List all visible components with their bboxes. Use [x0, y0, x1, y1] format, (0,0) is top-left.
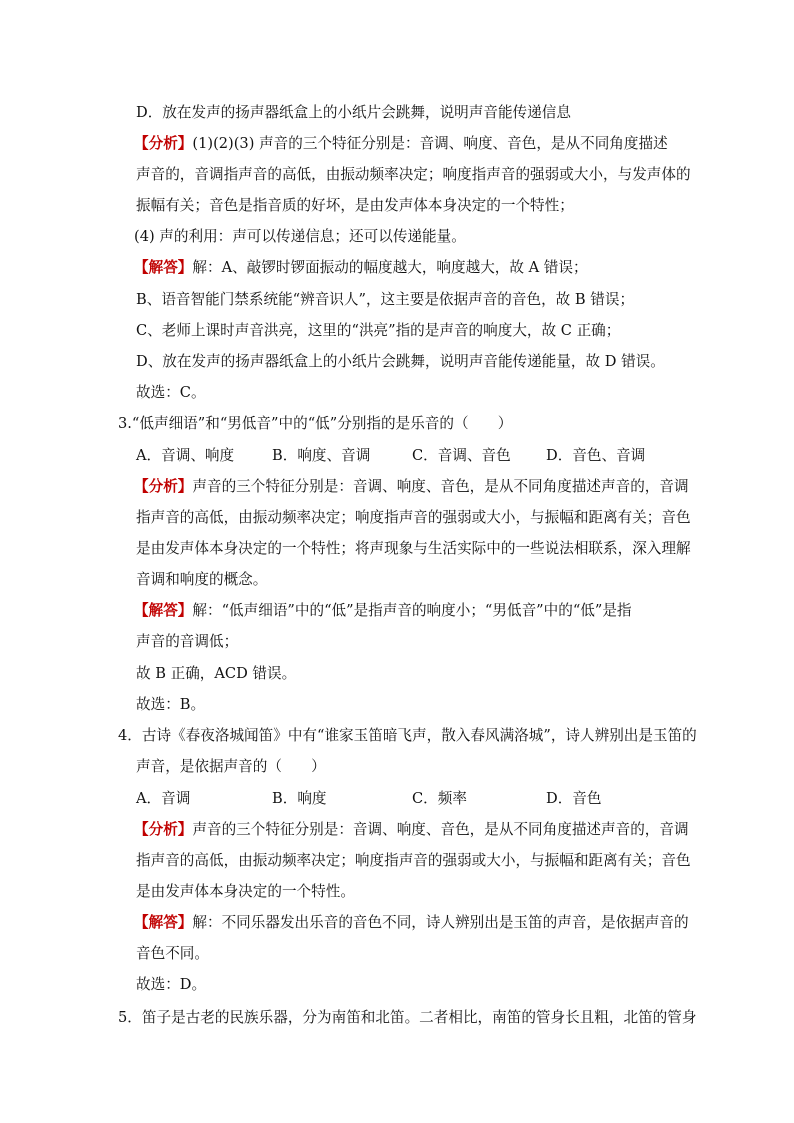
answer-choice: 故选：C。	[136, 384, 206, 401]
analysis-tag: 【分析】	[134, 135, 193, 152]
q3-option-d: D．音色、音调	[546, 447, 646, 464]
answer-text: 解：“低声细语”中的“低”是指声音的响度小；“男低音”中的“低”是指	[192, 602, 632, 619]
answer-text: B、语音智能门禁系统能“辨音识人”，这主要是依据声音的音色，故 B 错误；	[136, 291, 635, 308]
answer-tag: 【解答】	[134, 914, 193, 931]
q3-option-a: A．音调、响度	[136, 447, 235, 464]
answer-text: 声音的音调低；	[136, 633, 239, 650]
answer-line	[134, 258, 588, 278]
analysis-text: 是由发声体本身决定的一个特性。	[136, 883, 355, 900]
answer-choice: 故选：D。	[136, 976, 207, 993]
analysis-text: 声音的三个特征分别是：音调、响度、音色，是从不同角度描述声音的，音调	[192, 478, 689, 495]
analysis-text: 振幅有关；音色是指音质的好坏，是由发声体本身决定的一个特性；	[136, 197, 574, 214]
analysis-text: 声音的，音调指声音的高低，由振动频率决定；响度指声音的强弱或大小，与发声体的	[136, 166, 691, 183]
answer-text: D、放在发声的扬声器纸盒上的小纸片会跳舞，说明声音能传递能量，故 D 错误。	[136, 353, 665, 370]
q3-answer-line	[134, 601, 632, 621]
analysis-text: (1)(2)(3) 声音的三个特征分别是：音调、响度、音色，是从不同角度描述	[192, 135, 668, 152]
answer-tag: 【解答】	[134, 602, 193, 619]
q4-option-a: A．音调	[136, 790, 191, 807]
answer-choice: 故选：B。	[136, 696, 206, 713]
q3-option-c: C．音调、音色	[412, 447, 511, 464]
q4-option-b: B．响度	[272, 790, 327, 807]
answer-text: 故 B 正确，ACD 错误。	[136, 665, 297, 682]
analysis-tag: 【分析】	[134, 478, 193, 495]
q3-analysis-line	[134, 477, 689, 497]
q4-option-c: C．频率	[412, 790, 467, 807]
analysis-text: (4) 声的利用：声可以传递信息；还可以传递能量。	[134, 228, 466, 245]
question-4-stem: 4．古诗《春夜洛城闻笛》中有“谁家玉笛暗飞声，散入春风满洛城”，诗人辨别出是玉笛的	[118, 727, 697, 744]
analysis-tag: 【分析】	[134, 821, 193, 838]
q4-option-d: D．音色	[546, 790, 602, 807]
option-d-line: D．放在发声的扬声器纸盒上的小纸片会跳舞，说明声音能传递信息	[136, 104, 571, 121]
question-5-stem: 5．笛子是古老的民族乐器，分为南笛和北笛。二者相比，南笛的管身长且粗，北笛的管身	[118, 1009, 697, 1026]
question-4-stem: 声音，是依据声音的（ ）	[136, 758, 326, 775]
analysis-text: 指声音的高低，由振动频率决定；响度指声音的强弱或大小，与振幅和距离有关；音色	[136, 509, 691, 526]
answer-tag: 【解答】	[134, 259, 193, 276]
question-3-stem: 3.“低声细语”和“男低音”中的“低”分别指的是乐音的（ ）	[118, 415, 513, 432]
answer-text: 解：A、敲锣时锣面振动的幅度越大，响度越大，故 A 错误；	[192, 259, 588, 276]
q4-analysis-line	[134, 820, 689, 840]
analysis-text: 是由发声体本身决定的一个特性；将声现象与生活实际中的一些说法相联系，深入理解	[136, 540, 691, 557]
q3-option-b: B．响度、音调	[272, 447, 371, 464]
answer-text: C、老师上课时声音洪亮，这里的“洪亮”指的是声音的响度大，故 C 正确；	[136, 322, 621, 339]
q4-answer-line	[134, 913, 689, 933]
analysis-text: 音调和响度的概念。	[136, 571, 268, 588]
answer-text: 解：不同乐器发出乐音的音色不同，诗人辨别出是玉笛的声音，是依据声音的	[192, 914, 689, 931]
analysis-text: 指声音的高低，由振动频率决定；响度指声音的强弱或大小，与振幅和距离有关；音色	[136, 852, 691, 869]
answer-text: 音色不同。	[136, 945, 209, 962]
analysis-line	[134, 134, 668, 154]
analysis-text: 声音的三个特征分别是：音调、响度、音色，是从不同角度描述声音的，音调	[192, 821, 689, 838]
